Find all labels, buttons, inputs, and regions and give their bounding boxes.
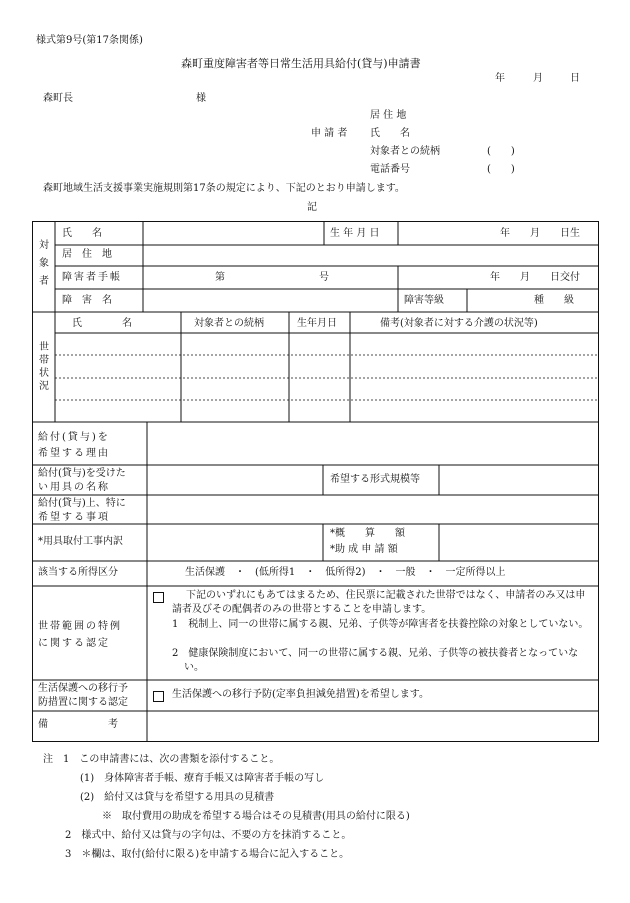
special-range-item-1: 1 税制上、同一の世帯に属する親、兄弟、子供等が障害者を扶養控除の対象としていない。	[172, 619, 589, 630]
subject-disability-field[interactable]	[144, 290, 397, 311]
application-statement: 森町地域生活支援事業実施規則第17条の規定により、下記のとおり申請します。	[43, 183, 405, 194]
applicant-address-label: 居 住 地	[370, 110, 407, 121]
ki-mark: 記	[307, 202, 317, 213]
note-1-3: ※ 取付費用の助成を希望する場合はその見積書(用具の給付に限る)	[102, 811, 410, 822]
estimate-label: *概 算 額	[330, 528, 405, 539]
subject-handbook-label: 障害者手帳	[62, 272, 122, 283]
applicant-relation-label: 対象者との続柄	[370, 146, 440, 157]
desired-format-label: 希望する形式規模等	[330, 474, 420, 485]
install-label: *用具取付工事内訳	[38, 536, 123, 547]
phone-paren[interactable]: ( )	[487, 164, 515, 175]
item-name-label: 給付(貸与)を受けた い用具の名称	[38, 468, 126, 493]
install-field[interactable]	[148, 525, 322, 560]
remarks-field[interactable]	[148, 712, 597, 740]
addressee: 森町長	[43, 93, 73, 104]
subject-grade-label: 障害等級	[404, 295, 444, 306]
subject-grade-value[interactable]: 種 級	[534, 295, 574, 306]
checkbox-icon	[153, 592, 164, 603]
income-label: 該当する所得区分	[38, 567, 118, 578]
special-request-field[interactable]	[148, 496, 597, 523]
special-range-checkbox[interactable]	[153, 592, 164, 606]
applicant-name-label: 氏 名	[370, 128, 410, 139]
note-1-2: (2) 給付又は貸与を希望する用具の見積書	[80, 792, 275, 803]
checkbox-icon	[153, 691, 164, 702]
handbook-issue-date[interactable]: 年 月 日交付	[490, 272, 580, 283]
item-name-field[interactable]	[148, 466, 322, 494]
form-number: 様式第9号(第17条関係)	[36, 35, 143, 46]
estimate-field[interactable]	[440, 525, 597, 560]
subject-disability-label: 障 害 名	[62, 295, 112, 306]
note-1: 注 1 この申請書には、次の書類を添付すること。	[43, 754, 280, 765]
subject-address-label: 居 住 地	[62, 249, 112, 260]
subject-address-field[interactable]	[144, 246, 597, 265]
transition-checkbox[interactable]	[153, 691, 164, 705]
household-header-relation: 対象者との続柄	[194, 318, 264, 329]
date-month[interactable]: 月	[533, 73, 543, 84]
subject-dob-value[interactable]: 年 月 日生	[500, 228, 580, 239]
note-3: 3 ＊欄は、取付(給付に限る)を申請する場合に記入すること。	[65, 849, 350, 860]
household-section-label: 世 帯 状 況	[39, 342, 49, 392]
form-title: 森町重度障害者等日常生活用具給付(貸与)申請書	[181, 57, 421, 70]
household-rows-area[interactable]	[56, 334, 597, 421]
remarks-label: 備 考	[38, 719, 118, 730]
relation-paren[interactable]: ( )	[487, 146, 515, 157]
transition-text: 生活保護への移行予防(定率負担減免措置)を希望します。	[172, 689, 430, 700]
subject-name-label: 氏 名	[62, 228, 102, 239]
subsidy-label: *助 成 申 請 額	[330, 544, 398, 555]
handbook-no-suffix[interactable]: 号	[319, 272, 329, 283]
special-range-label: 世帯範囲の特例 に関する認定	[38, 621, 122, 649]
date-year[interactable]: 年	[495, 73, 505, 84]
transition-label: 生活保護への移行予 防措置に関する認定	[38, 683, 128, 708]
date-day[interactable]: 日	[570, 73, 580, 84]
household-header-dob: 生年月日	[297, 318, 337, 329]
note-1-1: (1) 身体障害者手帳、療育手帳又は障害者手帳の写し	[80, 773, 325, 784]
applicant-label: 申 請 者	[311, 128, 348, 139]
handbook-no-prefix[interactable]: 第	[215, 272, 225, 283]
household-header-name: 氏 名	[72, 318, 132, 329]
applicant-phone-label: 電話番号	[370, 164, 410, 175]
subject-section-label: 対 象 者	[39, 240, 49, 287]
honorific: 様	[196, 93, 206, 104]
reason-field[interactable]	[148, 423, 597, 464]
special-range-text: 下記のいずれにもあてはまるため、住民票に記載された世帯ではなく、申請者のみ又は申請者及びその配偶者のみの世帯とすることを申請します。	[172, 590, 586, 615]
desired-format-field[interactable]	[440, 466, 597, 494]
income-options[interactable]: 生活保護 ・ (低所得1 ・ 低所得2) ・ 一般 ・ 一定所得以上	[185, 567, 506, 578]
reason-label: 給付(貸与)を 希望する理由	[38, 432, 110, 459]
special-request-label: 給付(貸与)上、特に 希望する事項	[38, 498, 126, 523]
household-header-remarks: 備考(対象者に対する介護の状況等)	[380, 318, 538, 329]
subject-name-field[interactable]	[144, 222, 323, 244]
special-range-item-2: 2 健康保険制度において、同一の世帯に属する親、兄弟、子供等の被扶養者となっていない。	[172, 648, 579, 673]
subject-dob-label: 生 年 月 日	[330, 228, 380, 239]
note-2: 2 様式中、給付又は貸与の字句は、不要の方を抹消すること。	[65, 830, 352, 841]
